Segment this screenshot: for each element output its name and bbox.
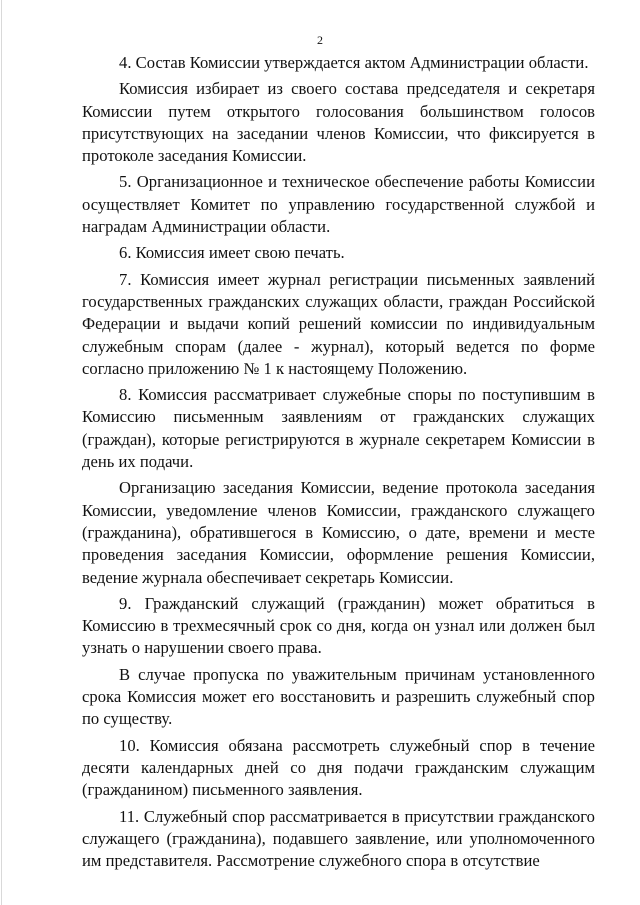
document-body (82, 52, 595, 876)
paragraph-item-4-composition: 4. Состав Комиссии утверждается актом Администрации области. (119, 53, 589, 72)
page-number: 2 (317, 33, 323, 47)
paragraph-item-9-deadline: 9. Гражданский служащий (гражданин) может обратиться в Комиссию в трехмесячный срок со дня, когда он узнал или должен был узнать о нарушении своего права. (82, 593, 595, 658)
paragraph-deadline-restoration: В случае пропуска по уважительным причинам установленного срока Комиссия может его восстановить и разрешить служебный спор по существу. (82, 664, 595, 729)
paragraph-item-6-seal: 6. Комиссия имеет свою печать. (119, 243, 345, 263)
paragraph-item-8-disputes: 8. Комиссия рассматривает служебные споры по поступившим в Комиссию письменным заявлениям от гражданских служащих (граждан), которые регистрируются в журнале секретарем Комиссии в день их подачи. (82, 385, 595, 472)
paragraph-secretary-duties: Организацию заседания Комиссии, ведение протокола заседания Комиссии, уведомление членов Комиссии, гражданского служащего (гражданина), обратившегося в Комиссию, о дате, времени и месте проведения заседания Комиссии, оформление решения Комиссии, ведение журнала обеспечивает секретарь Комиссии. (82, 478, 595, 587)
paragraph-item-5-support: 5. Организационное и техническое обеспечение работы Комиссии осуществляет Комитет по управлению государственной службой и наградам Администрации области. (82, 172, 595, 237)
paragraph-item-11-hearing: 11. Служебный спор рассматривается в присутствии гражданского служащего (гражданина), подавшего заявление, или уполномоченного им представителя. Рассмотрение служебного спора в отсутствие (82, 806, 595, 871)
paragraph-item-7-journal: 7. Комиссия имеет журнал регистрации письменных заявлений государственных гражданских служащих области, граждан Российской Федерации и выдачи копий решений комиссии по индивидуальным служебным спорам (далее - журнал), который ведется по форме согласно приложению № 1 к настоящему Положению. (82, 269, 595, 378)
paragraph-item-10-review-period: 10. Комиссия обязана рассмотреть служебный спор в течение десяти календарных дней со дня подачи гражданским служащим (гражданином) письменного заявления. (82, 735, 595, 800)
paragraph-chair-secretary-election: Комиссия избирает из своего состава председателя и секретаря Комиссии путем открытого голосования большинством голосов присутствующих на заседании членов Комиссии, что фиксируется в протоколе заседания Комиссии. (82, 79, 595, 166)
